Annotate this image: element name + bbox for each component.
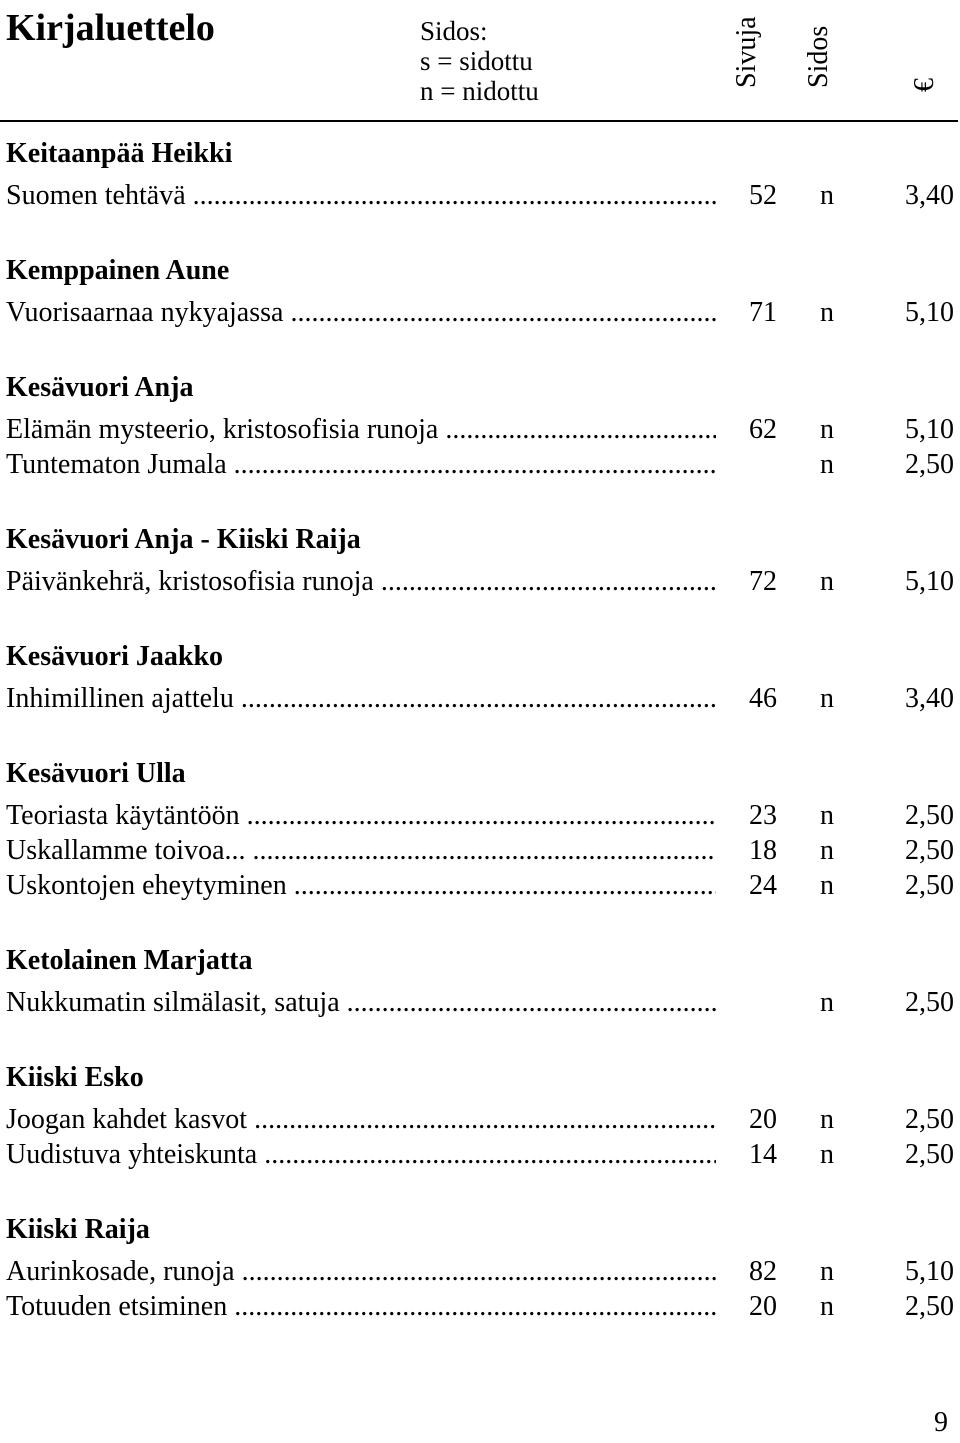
column-header-pages-label: Sivuja [731, 16, 762, 88]
book-price: 5,10 [905, 1256, 954, 1287]
page-count: 52 [749, 180, 777, 211]
author-name: Ketolainen Marjatta [6, 945, 253, 976]
book-row [0, 448, 960, 482]
book-row [0, 834, 960, 868]
binding-type: n [820, 180, 834, 211]
author-name: Kesävuori Anja [6, 372, 194, 403]
column-header-price-label: € [909, 78, 940, 92]
book-row [0, 986, 960, 1020]
book-price: 2,50 [905, 870, 954, 901]
book-row [0, 565, 960, 599]
book-price: 3,40 [905, 683, 954, 714]
author-name: Keitaanpää Heikki [6, 138, 233, 169]
book-row [0, 869, 960, 903]
book-price: 2,50 [905, 987, 954, 1018]
binding-type: n [820, 835, 834, 866]
book-title: Päivänkehrä, kristosofisia runoja ..... [6, 565, 716, 599]
column-header-pages [731, 16, 804, 118]
page-count: 24 [749, 870, 777, 901]
author-name: Kiiski Raija [6, 1214, 150, 1245]
book-title: Suomen tehtävä ..... [6, 179, 716, 213]
book-title: Uskontojen eheytyminen ..... [6, 869, 716, 903]
binding-type: n [820, 1291, 834, 1322]
page-count: 71 [749, 297, 777, 328]
book-price: 2,50 [905, 800, 954, 831]
book-price: 2,50 [905, 449, 954, 480]
book-price: 2,50 [905, 1291, 954, 1322]
book-price: 2,50 [905, 1139, 954, 1170]
book-row [0, 1255, 960, 1289]
binding-type: n [820, 566, 834, 597]
binding-type: n [820, 800, 834, 831]
author-name: Kesävuori Jaakko [6, 641, 224, 672]
book-row [0, 682, 960, 716]
binding-type: n [820, 1104, 834, 1135]
page-number: 9 [934, 1407, 948, 1438]
book-row [0, 413, 960, 447]
legend-paperback: n = nidottu [420, 76, 539, 106]
binding-type: n [820, 297, 834, 328]
book-price: 5,10 [905, 566, 954, 597]
binding-type: n [820, 870, 834, 901]
page-count: 23 [749, 800, 777, 831]
book-title: Uskallamme toivoa... ..... [6, 834, 716, 868]
book-row [0, 296, 960, 330]
column-header-binding [803, 25, 866, 118]
author-name: Kesävuori Ulla [6, 758, 186, 789]
book-title: Vuorisaarnaa nykyajassa ..... [6, 296, 716, 330]
page-count: 20 [749, 1291, 777, 1322]
book-title: Nukkumatin silmälasit, satuja ..... [6, 986, 716, 1020]
binding-type: n [820, 683, 834, 714]
author-name: Kemppainen Aune [6, 255, 230, 286]
book-price: 2,50 [905, 1104, 954, 1135]
book-price: 2,50 [905, 835, 954, 866]
book-price: 5,10 [905, 297, 954, 328]
book-title: Teoriasta käytäntöön ..... [6, 799, 716, 833]
page-count: 18 [749, 835, 777, 866]
binding-type: n [820, 987, 834, 1018]
binding-type: n [820, 1139, 834, 1170]
binding-legend [420, 16, 539, 106]
book-row [0, 1138, 960, 1172]
book-row [0, 799, 960, 833]
book-row [0, 179, 960, 213]
page-count: 46 [749, 683, 777, 714]
author-name: Kiiski Esko [6, 1062, 144, 1093]
book-title: Aurinkosade, runoja ..... [6, 1255, 716, 1289]
binding-type: n [820, 414, 834, 445]
book-title: Inhimillinen ajattelu ..... [6, 682, 716, 716]
book-title: Uudistuva yhteiskunta ..... [6, 1138, 716, 1172]
book-price: 3,40 [905, 180, 954, 211]
page-count: 72 [749, 566, 777, 597]
author-name: Kesävuori Anja - Kiiski Raija [6, 524, 361, 555]
book-price: 5,10 [905, 414, 954, 445]
legend-bound: s = sidottu [420, 46, 533, 76]
page-title: Kirjaluettelo [6, 7, 215, 49]
binding-type: n [820, 1256, 834, 1287]
book-title: Joogan kahdet kasvot ..... [6, 1103, 716, 1137]
page-count: 14 [749, 1139, 777, 1170]
book-row [0, 1290, 960, 1324]
page-count: 20 [749, 1104, 777, 1135]
column-header-price [909, 78, 940, 122]
page-count: 62 [749, 414, 777, 445]
legend-title: Sidos: [420, 16, 488, 46]
header-rule [0, 120, 958, 122]
book-row [0, 1103, 960, 1137]
book-title: Tuntematon Jumala ..... [6, 448, 716, 482]
column-header-binding-label: Sidos [803, 25, 834, 88]
binding-type: n [820, 449, 834, 480]
page-count: 82 [749, 1256, 777, 1287]
book-title: Totuuden etsiminen ..... [6, 1290, 716, 1324]
book-title: Elämän mysteerio, kristosofisia runoja ..... [6, 413, 716, 447]
